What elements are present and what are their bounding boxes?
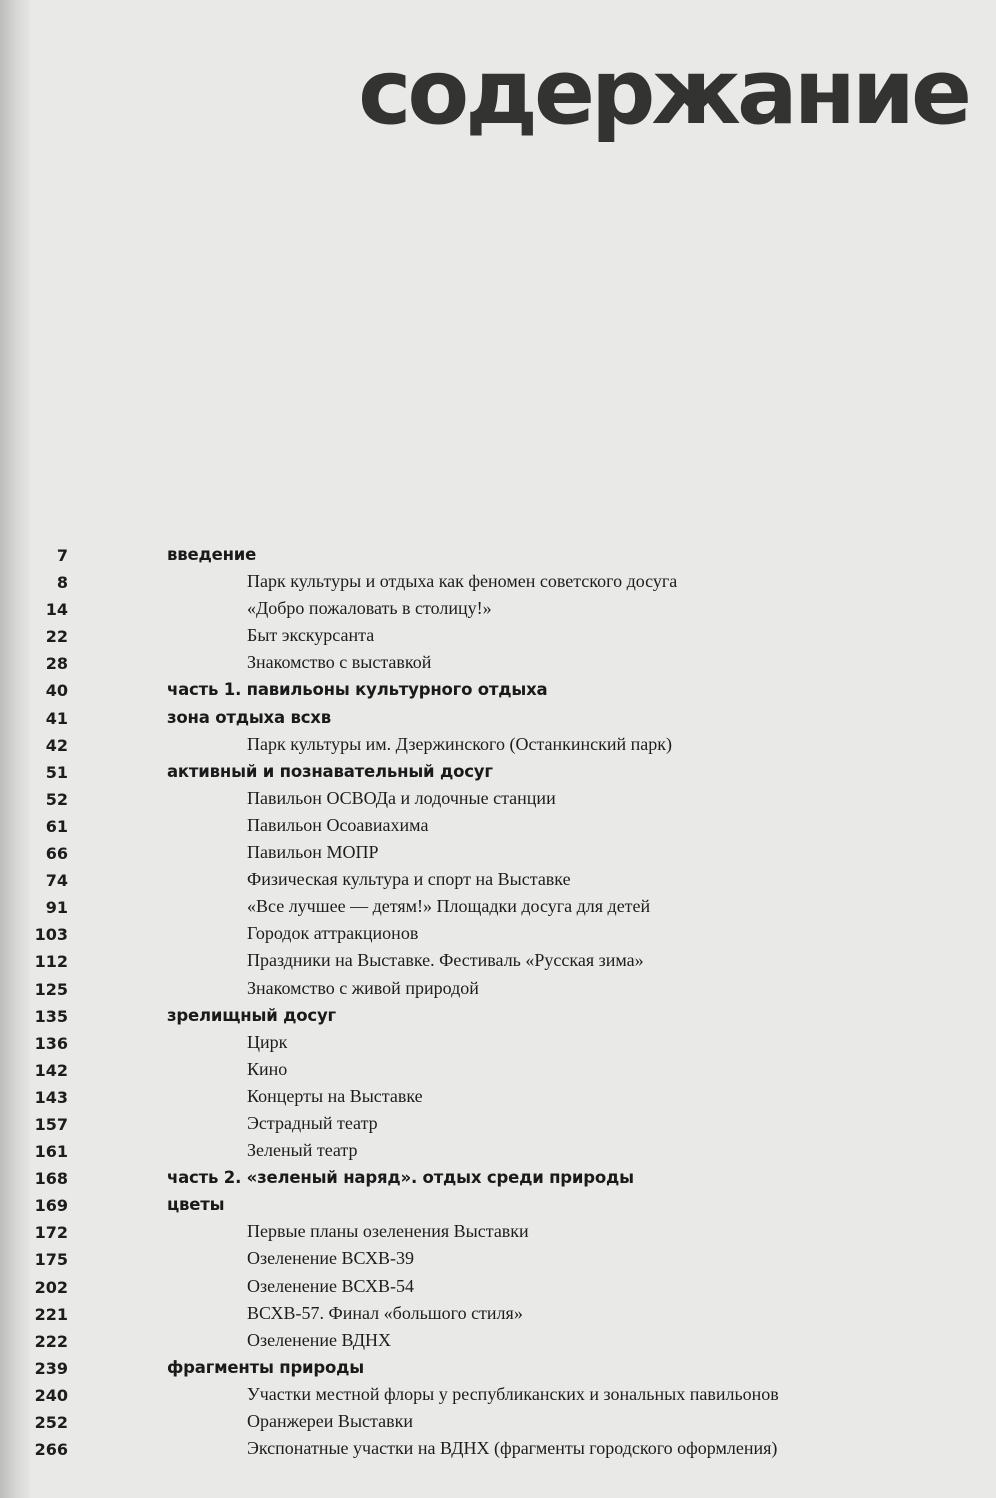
toc-section-title: фрагменты природы: [167, 1357, 365, 1377]
toc-page-number: 7: [56, 546, 68, 565]
toc-entry-row: [0, 787, 996, 814]
toc-page-number: 125: [34, 979, 68, 999]
toc-page-number: 169: [34, 1196, 68, 1216]
toc-entry-row: [0, 1085, 996, 1112]
toc-section-row: [0, 1004, 996, 1031]
toc-section-title: зона отдыха всхв: [167, 707, 331, 727]
toc-entry-row: [0, 868, 996, 895]
toc-entry-title: Эстрадный театр: [247, 1112, 378, 1133]
toc-entry-row: [0, 1220, 996, 1247]
toc-entry-title: Парк культуры и отдыха как феномен советского досуга: [247, 571, 678, 592]
toc-page-number: 136: [34, 1033, 68, 1053]
toc-entry-row: [0, 895, 996, 922]
toc-section-title: активный и познавательный досуг: [167, 761, 493, 781]
toc-page-number: 222: [34, 1331, 68, 1351]
toc-page-number: 28: [45, 654, 68, 674]
toc-section-row: [0, 706, 996, 733]
toc-entry-row: [0, 841, 996, 868]
toc-entry-row: [0, 1247, 996, 1274]
toc-entry-row: [0, 651, 996, 678]
toc-entry-title: Озеленение ВСХВ-39: [247, 1248, 414, 1269]
toc-entry-title: Знакомство с выставкой: [247, 652, 432, 673]
toc-page-number: 142: [34, 1060, 68, 1080]
toc-page-number: 168: [34, 1169, 68, 1189]
toc-page-number: 103: [34, 925, 68, 945]
toc-page-number: 135: [34, 1006, 68, 1026]
toc-entry-row: [0, 1139, 996, 1166]
toc-entry-title: Павильон МОПР: [247, 842, 379, 863]
toc-page-number: 172: [34, 1223, 68, 1243]
toc-page-number: 51: [45, 762, 68, 782]
toc-entry-title: Павильон ОСВОДа и лодочные станции: [247, 787, 556, 808]
toc-page-number: 66: [45, 844, 68, 864]
toc-entry-row: [0, 1058, 996, 1085]
toc-entry-title: Оранжереи Выставки: [247, 1411, 413, 1431]
toc-entry-row: [0, 977, 996, 1004]
toc-entry-row: [0, 949, 996, 976]
toc-entry-row: [0, 733, 996, 760]
toc-entry-row: [0, 922, 996, 949]
toc-entry-row: [0, 1383, 996, 1410]
page-title: содержание: [358, 40, 968, 145]
toc-entry-title: Озеленение ВДНХ: [247, 1329, 392, 1350]
toc-entry-row: [0, 814, 996, 841]
toc-entry-title: Зеленый театр: [247, 1140, 358, 1161]
toc-page-number: 252: [34, 1413, 68, 1432]
toc-entry-row: [0, 1031, 996, 1058]
toc-page-number: 161: [34, 1142, 68, 1162]
toc-page-number: 52: [45, 789, 68, 809]
toc-entry-row: [0, 597, 996, 624]
toc-page-number: 157: [34, 1114, 68, 1134]
toc-entry-row: [0, 1437, 996, 1464]
toc-page-number: 221: [34, 1304, 68, 1324]
toc-entry-title: Озеленение ВСХВ-54: [247, 1275, 414, 1296]
toc-entry-row: [0, 570, 996, 597]
toc-entry-title: ВСХВ-57. Финал «большого стиля»: [247, 1302, 523, 1323]
toc-entry-title: Кино: [247, 1058, 288, 1079]
toc-entry-title: Парк культуры им. Дзержинского (Останкинский парк): [247, 733, 673, 754]
toc-section-title: часть 1. павильоны культурного отдыха: [167, 680, 548, 700]
toc-entry-title: «Добро пожаловать в столицу!»: [247, 598, 492, 619]
toc-entry-row: [0, 1275, 996, 1302]
toc-section-title: введение: [167, 545, 257, 564]
toc-page-number: 143: [34, 1087, 68, 1107]
toc-page-number: 202: [34, 1277, 68, 1297]
toc-page-number: 42: [45, 735, 68, 755]
toc-section-title: часть 2. «зеленый наряд». отдых среди природы: [167, 1168, 634, 1188]
toc-section-row: [0, 543, 996, 570]
toc-entry-title: Цирк: [247, 1031, 288, 1052]
toc-entry-row: [0, 1329, 996, 1356]
toc-page-number: 61: [45, 816, 68, 836]
toc-section-row: [0, 678, 996, 705]
toc-section-row: [0, 1356, 996, 1383]
toc-page-number: 91: [45, 898, 68, 918]
toc-entry-row: [0, 1410, 996, 1437]
toc-section-row: [0, 1193, 996, 1220]
toc-page-number: 239: [34, 1358, 68, 1378]
toc-section-title: зрелищный досуг: [167, 1005, 336, 1025]
toc-page-number: 22: [45, 627, 68, 647]
toc-page-number: 240: [34, 1385, 68, 1405]
toc-entry-row: [0, 624, 996, 651]
toc-section-row: [0, 1166, 996, 1193]
toc-entry-title: Знакомство с живой природой: [247, 977, 479, 998]
toc-page-number: 266: [34, 1440, 68, 1460]
toc-entry-title: Физическая культура и спорт на Выставке: [247, 869, 571, 890]
toc-entry-title: Быт экскурсанта: [247, 625, 375, 646]
toc-section-row: [0, 760, 996, 787]
toc-entry-title: Праздники на Выставке. Фестиваль «Русская зима»: [247, 950, 644, 971]
toc-entry-row: [0, 1112, 996, 1139]
toc-entry-title: Городок аттракционов: [247, 923, 419, 944]
toc-entry-title: Павильон Осоавиахима: [247, 814, 429, 835]
toc-page-number: 40: [45, 681, 68, 701]
toc-section-title: цветы: [167, 1195, 225, 1215]
toc-page-number: 74: [45, 871, 68, 891]
toc-page-number: 8: [56, 573, 68, 593]
table-of-contents: [0, 543, 996, 1464]
toc-page-number: 112: [34, 952, 68, 972]
toc-entry-title: Участки местной флоры у республиканских и зональных павильонов: [247, 1383, 779, 1404]
toc-entry-title: Первые планы озеленения Выставки: [247, 1221, 529, 1242]
toc-entry-title: Концерты на Выставке: [247, 1085, 423, 1106]
toc-entry-title: Экспонатные участки на ВДНХ (фрагменты городского оформления): [247, 1438, 778, 1459]
toc-page-number: 175: [34, 1250, 68, 1270]
toc-entry-title: «Все лучшее — детям!» Площадки досуга для детей: [247, 896, 651, 917]
toc-page-number: 41: [45, 708, 68, 728]
toc-page-number: 14: [45, 600, 68, 620]
toc-entry-row: [0, 1302, 996, 1329]
